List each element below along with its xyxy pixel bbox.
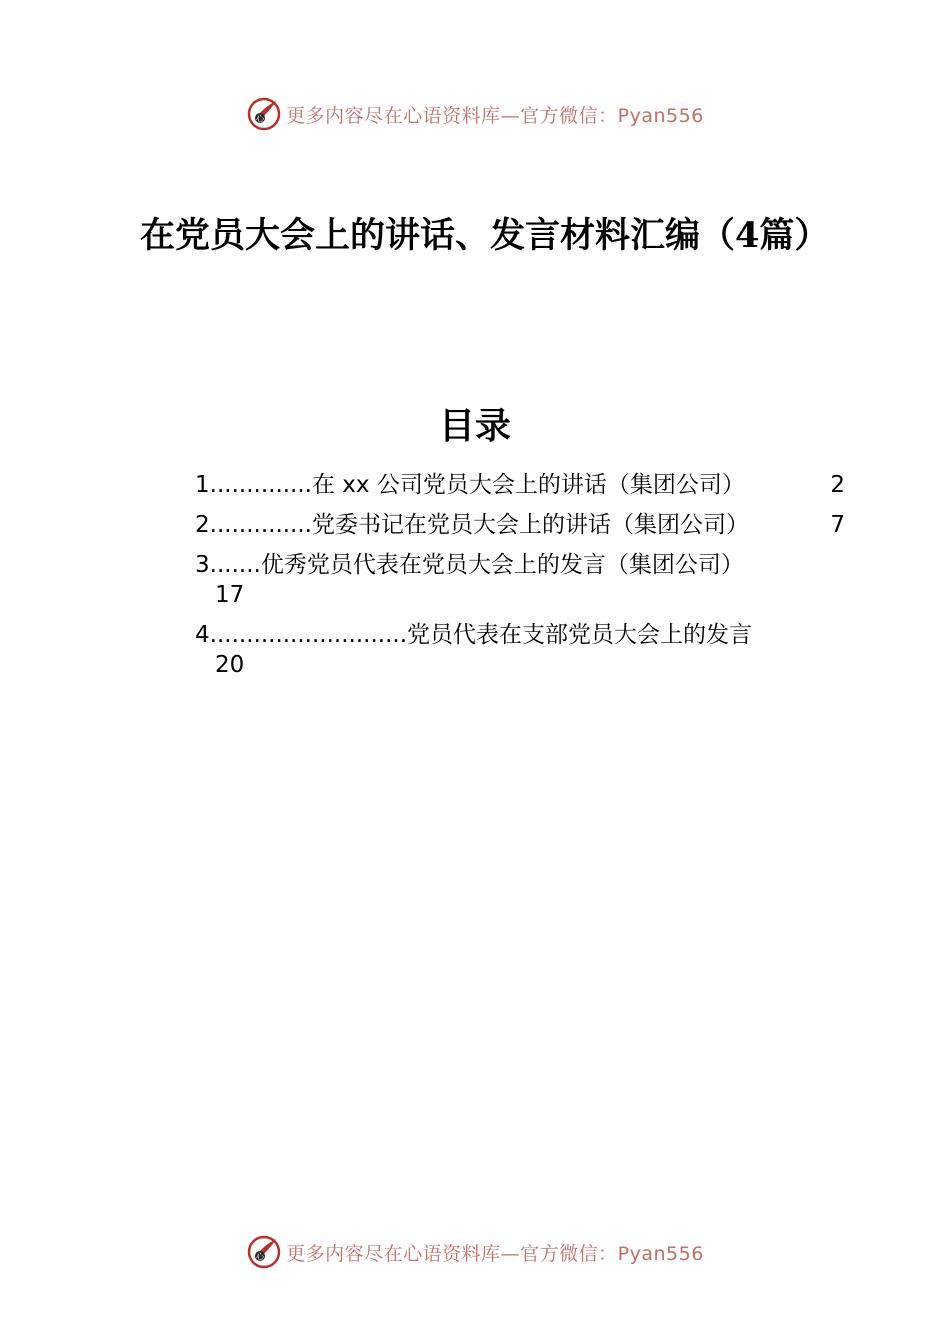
- svg-text:心: 心: [256, 1252, 265, 1261]
- wechat-id: Pyan556: [617, 104, 704, 127]
- toc-entry-number: 1: [195, 472, 210, 498]
- toc-entry-label: 党委书记在党员大会上的讲话（集团公司）: [312, 512, 749, 538]
- toc-leader-dots: ...........................: [209, 622, 408, 648]
- toc-entry-3[interactable]: [195, 550, 845, 610]
- banner-text: 更多内容尽在心语资料库—官方微信：Pyan556: [286, 1242, 704, 1265]
- toc-entry-label: 优秀党员代表在党员大会上的发言（集团公司）: [260, 552, 744, 578]
- toc-entry-1[interactable]: [195, 470, 845, 510]
- toc-entry-label: 在 xx 公司党员大会上的讲话（集团公司）: [312, 472, 745, 498]
- toc-leader-dots: ..............: [209, 512, 312, 538]
- table-of-contents: [195, 470, 845, 690]
- toc-heading: 目录: [438, 405, 511, 447]
- toc-entry-number: 4: [195, 622, 210, 648]
- toc-entry-label: 党员代表在支部党员大会上的发言: [407, 622, 753, 648]
- quill-seal-icon: [246, 1234, 282, 1270]
- footer-banner: [0, 1232, 950, 1272]
- toc-entry-page: 20: [215, 652, 245, 678]
- header-banner: [0, 94, 950, 134]
- toc-entry-page: 2: [830, 472, 845, 498]
- toc-leader-dots: .......: [209, 552, 261, 578]
- toc-entry-number: 2: [195, 512, 210, 538]
- toc-entry-page: 17: [215, 582, 245, 608]
- toc-entry-2[interactable]: [195, 510, 845, 550]
- toc-entry-number: 3: [195, 552, 210, 578]
- svg-text:心: 心: [256, 114, 265, 123]
- toc-entry-4[interactable]: [195, 620, 845, 680]
- document-title: 在党员大会上的讲话、发言材料汇编（4篇）: [140, 215, 830, 256]
- toc-leader-dots: ..............: [209, 472, 312, 498]
- toc-entry-page: 7: [830, 512, 845, 538]
- banner-text: 更多内容尽在心语资料库—官方微信：Pyan556: [286, 104, 704, 127]
- quill-seal-icon: [246, 96, 282, 132]
- wechat-id: Pyan556: [617, 1242, 704, 1265]
